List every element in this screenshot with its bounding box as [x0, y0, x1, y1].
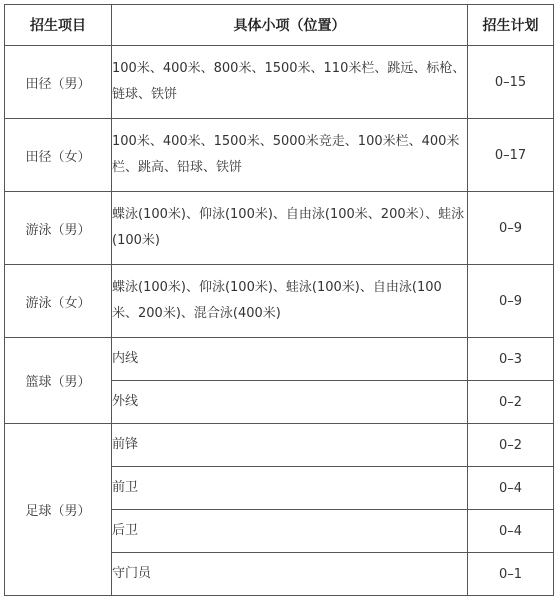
- row-item: 前锋: [112, 424, 468, 467]
- row-item: 守门员: [112, 553, 468, 596]
- row-item: 蝶泳(100米)、仰泳(100米)、蛙泳(100米)、自由泳(100米、200米)、混合泳(400米): [112, 265, 468, 338]
- table-row: [5, 192, 554, 265]
- row-plan: 0–17: [468, 119, 554, 192]
- row-item: 蝶泳(100米)、仰泳(100米)、自由泳(100米、200米）、蛙泳(100米): [112, 192, 468, 265]
- row-plan: 0–2: [468, 424, 554, 467]
- header-plan: 招生计划: [468, 5, 554, 46]
- table-row: [5, 338, 554, 381]
- row-category: 游泳（女）: [5, 265, 112, 338]
- table-row: [5, 46, 554, 119]
- header-category: 招生项目: [5, 5, 112, 46]
- header-item: 具体小项（位置）: [112, 5, 468, 46]
- table-row: [5, 424, 554, 467]
- table-row: [5, 119, 554, 192]
- row-category: 篮球（男）: [5, 338, 112, 424]
- table-header-row: [5, 5, 554, 46]
- row-plan: 0–9: [468, 265, 554, 338]
- row-category: 足球（男）: [5, 424, 112, 596]
- row-plan: 0–15: [468, 46, 554, 119]
- row-category: 田径（女）: [5, 119, 112, 192]
- row-item: 后卫: [112, 510, 468, 553]
- row-plan: 0–4: [468, 467, 554, 510]
- row-plan: 0–3: [468, 338, 554, 381]
- row-plan: 0–2: [468, 381, 554, 424]
- row-item: 内线: [112, 338, 468, 381]
- row-item: 外线: [112, 381, 468, 424]
- row-plan: 0–1: [468, 553, 554, 596]
- row-category: 游泳（男）: [5, 192, 112, 265]
- recruitment-plan-table: [4, 4, 554, 596]
- row-item: 100米、400米、1500米、5000米竞走、100米栏、400米栏、跳高、铅球、铁饼: [112, 119, 468, 192]
- row-item: 前卫: [112, 467, 468, 510]
- row-item: 100米、400米、800米、1500米、110米栏、跳远、标枪、链球、铁饼: [112, 46, 468, 119]
- row-category: 田径（男）: [5, 46, 112, 119]
- row-plan: 0–4: [468, 510, 554, 553]
- row-plan: 0–9: [468, 192, 554, 265]
- table-row: [5, 265, 554, 338]
